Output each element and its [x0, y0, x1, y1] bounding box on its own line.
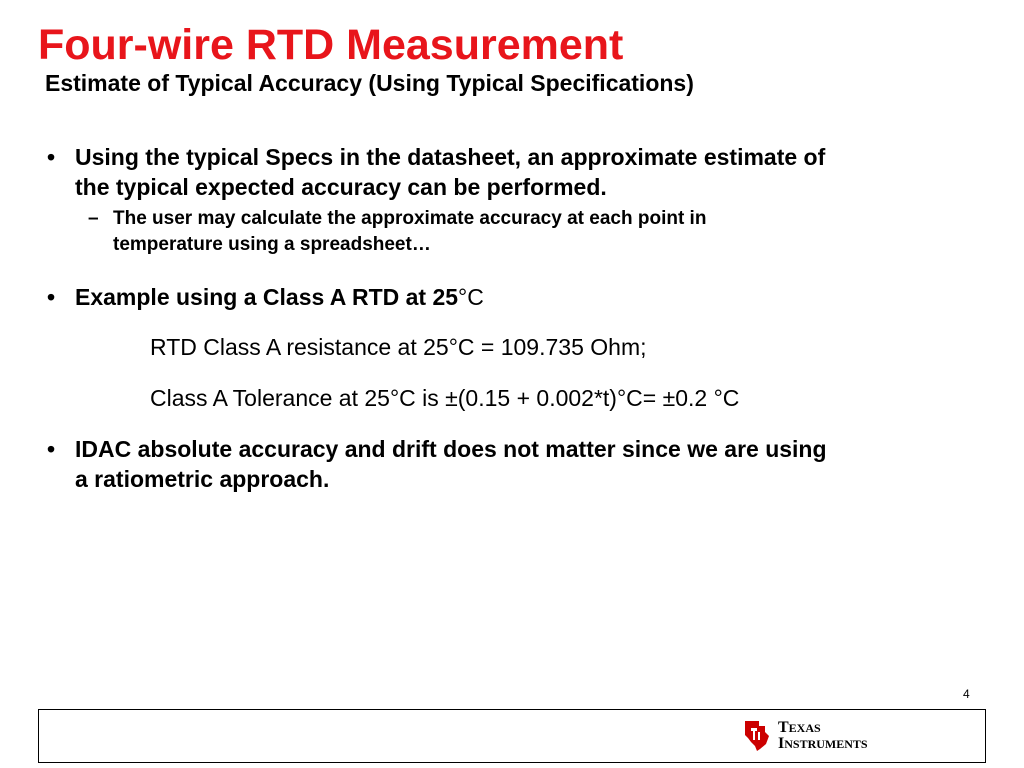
sub-bullet-line-1: The user may calculate the approximate accuracy at each point in [113, 208, 707, 229]
wordmark-initial-i: I [778, 735, 785, 752]
bullet-text [75, 282, 935, 312]
sub-bullet-text [113, 206, 873, 258]
bullet-line-1: IDAC absolute accuracy and drift does not matter since we are using [75, 436, 827, 462]
wordmark-line-2 [778, 736, 868, 752]
tolerance-line: Class A Tolerance at 25°C is ±(0.15 + 0.002*t)°C= ±0.2 °C [150, 385, 740, 411]
bullet-unit: °C [458, 284, 484, 310]
texas-instruments-logo-icon [742, 718, 772, 752]
wordmark-rest-1: EXAS [788, 721, 821, 735]
bullet-line-2: a ratiometric approach. [75, 466, 330, 492]
slide-title: Four-wire RTD Measurement [38, 21, 624, 69]
sub-bullet-marker: – [88, 208, 99, 229]
slide-subtitle: Estimate of Typical Accuracy (Using Typical Specifications) [45, 70, 694, 96]
bullet-line-1 [75, 282, 935, 312]
bullet-text [75, 434, 935, 494]
sub-bullet-line-2: temperature using a spreadsheet… [113, 234, 431, 255]
bullet-line-1: Using the typical Specs in the datasheet, an approximate estimate of [75, 144, 826, 170]
bullet-marker: • [47, 284, 56, 310]
page-number: 4 [963, 687, 970, 701]
bullet-text [75, 142, 935, 202]
bullet-marker: • [47, 144, 56, 170]
resistance-line: RTD Class A resistance at 25°C = 109.735 Ohm; [150, 334, 647, 360]
texas-instruments-wordmark [778, 720, 868, 752]
texas-instruments-logo [742, 716, 877, 756]
wordmark-line-1 [778, 720, 868, 736]
wordmark-rest-2: NSTRUMENTS [784, 737, 868, 751]
bullet-main-text: Example using a Class A RTD at 25 [75, 284, 459, 310]
bullet-line-2: the typical expected accuracy can be performed. [75, 174, 607, 200]
bullet-marker: • [47, 436, 56, 462]
wordmark-initial-t: T [778, 719, 789, 736]
